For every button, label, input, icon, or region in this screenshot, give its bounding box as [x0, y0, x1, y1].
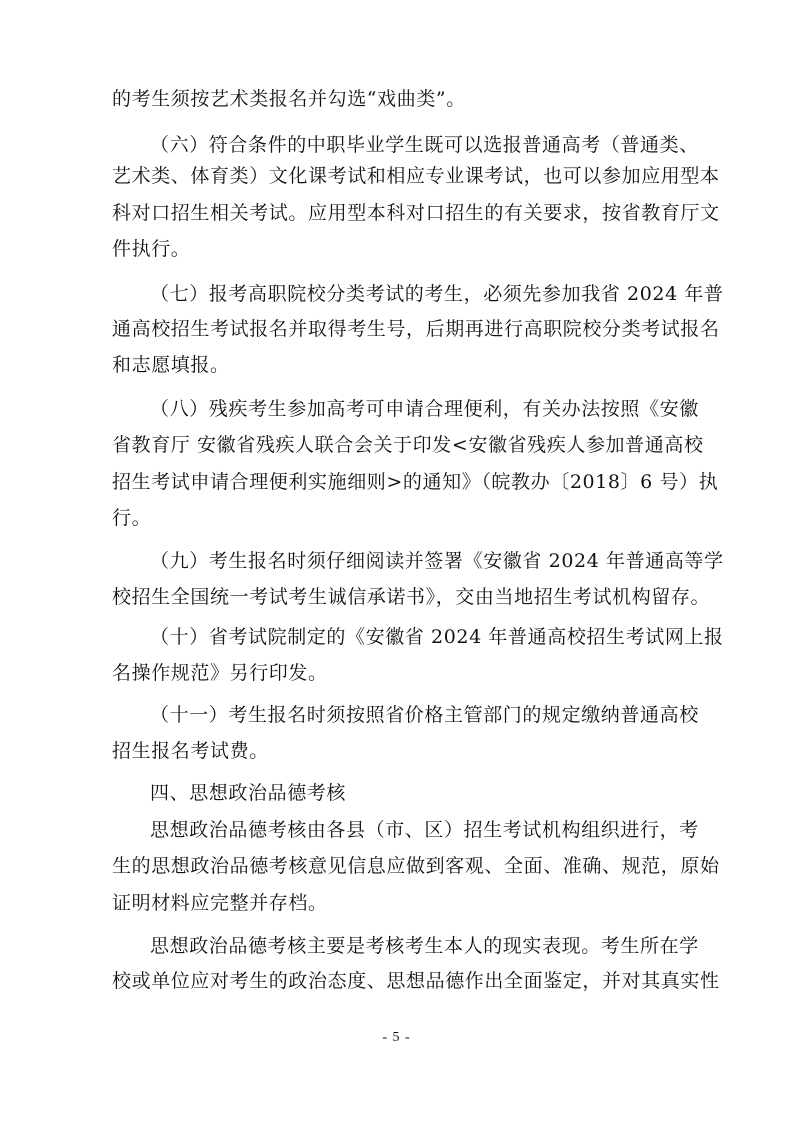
text-line: 思想政治品德考核由各县（市、区）招生考试机构组织进行，考	[150, 819, 699, 841]
text-line: 省教育厅 安徽省残疾人联合会关于印发<安徽省残疾人参加普通高校	[112, 434, 704, 456]
text-line: 件执行。	[112, 238, 191, 260]
text-line: （九）考生报名时须仔细阅读并签署《安徽省 2024 年普通高等学	[150, 550, 724, 572]
text-line: 名操作规范》另行印发。	[112, 662, 328, 684]
text-line: （八）残疾考生参加高考可申请合理便利，有关办法按照《安徽	[150, 398, 699, 420]
text-line: （六）符合条件的中职毕业学生既可以选报普通高考（普通类、	[150, 134, 699, 156]
page-number: - 5 -	[382, 1030, 411, 1045]
text-line: 艺术类、体育类）文化课考试和相应专业课考试，也可以参加应用型本	[112, 165, 720, 187]
text-line: 招生考试申请合理便利实施细则>的通知》（皖教办〔2018〕6 号）执	[112, 471, 719, 493]
text-line: 的考生须按艺术类报名并勾选“戏曲类”。	[112, 88, 466, 110]
text-line: 思想政治品德考核主要是考核考生本人的现实表现。考生所在学	[150, 935, 699, 957]
text-line: 证明材料应完整并存档。	[112, 892, 328, 914]
text-line: 科对口招生相关考试。应用型本科对口招生的有关要求，按省教育厅文	[112, 202, 720, 224]
text-line: 校或单位应对考生的政治态度、思想品德作出全面鉴定，并对其真实性	[112, 970, 720, 992]
text-line: 通高校招生考试报名并取得考生号，后期再进行高职院校分类考试报名	[112, 318, 720, 340]
text-line: （十一）考生报名时须按照省价格主管部门的规定缴纳普通高校	[150, 704, 699, 726]
text-line: 招生报名考试费。	[112, 740, 269, 762]
text-line: 行。	[112, 507, 152, 529]
text-line: 校招生全国统一考试考生诚信承诺书》，交由当地招生考试机构留存。	[112, 586, 711, 608]
text-line: 生的思想政治品德考核意见信息应做到客观、全面、准确、规范，原始	[112, 855, 720, 877]
text-line: 和志愿填报。	[112, 354, 230, 376]
section-heading: 四、思想政治品德考核	[150, 782, 347, 804]
text-line: （十）省考试院制定的《安徽省 2024 年普通高校招生考试网上报	[150, 626, 724, 648]
text-line: （七）报考高职院校分类考试的考生，必须先参加我省 2024 年普	[150, 283, 724, 305]
